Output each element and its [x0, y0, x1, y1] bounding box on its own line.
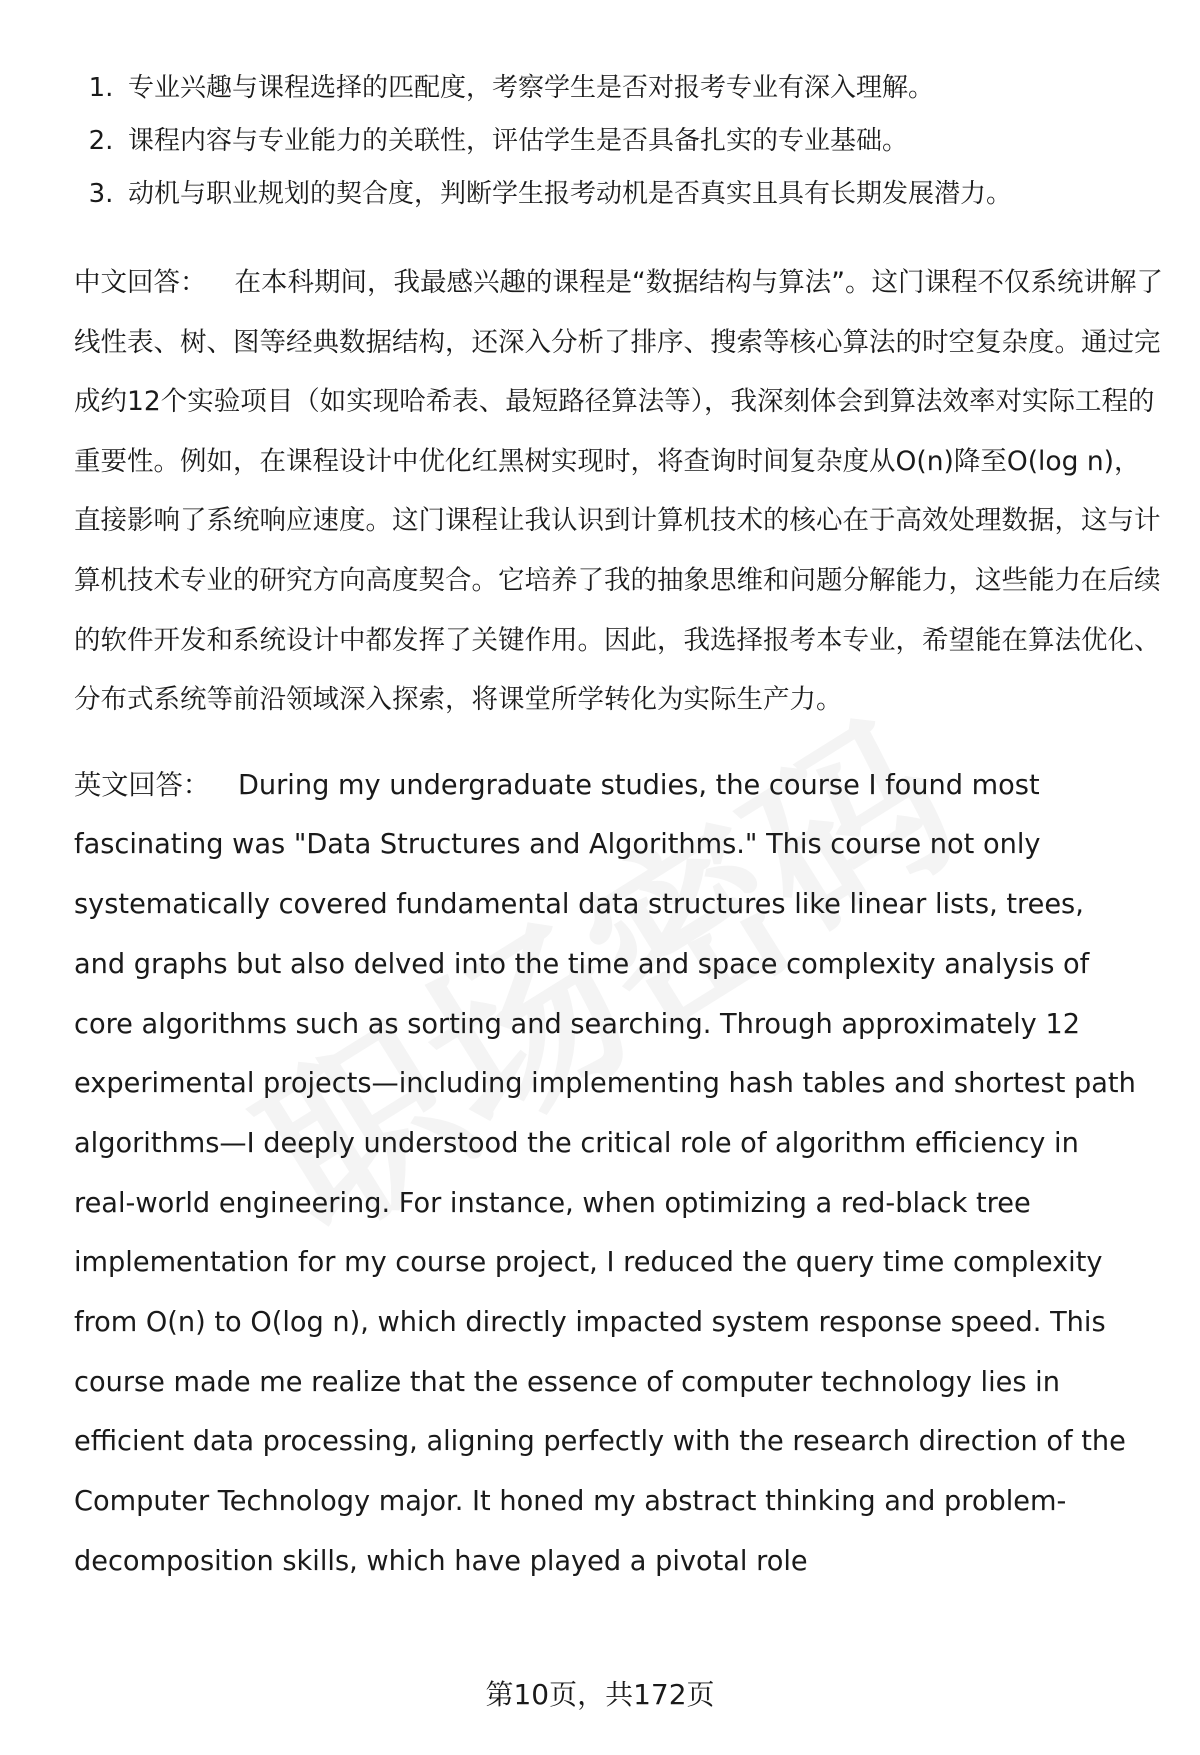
english-answer-text: During my undergraduate studies, the course I found most fascinating was "Data Structures and Algorithms." This course not only systematically covered fundamental data structures like linear lists, trees, and graphs but also delved into the time and space complexity analysis of core algorithms such as sorting and searching. Through approximately 12 experimental projects—including implementing hash tables and shortest path algorithms—I deeply understood the critical role of algorithm efficiency in real-world engineering. For instance, when optimizing a red-black tree implementation for my course project, I reduced the query time complexity from O(n) to O(log n), which directly impacted system response speed. This course made me realize that the essence of computer technology lies in efficient data processing, aligning perfectly with the research direction of the Computer Technology major. It honed my abstract thinking and problem-decomposition skills, which have played a pivotal role [74, 769, 1136, 1577]
evaluation-points-list [74, 62, 1164, 221]
list-item [74, 168, 1164, 221]
list-item [74, 115, 1164, 168]
english-answer-label: 英文回答： [74, 769, 210, 801]
page-content [74, 62, 1164, 1592]
list-item-number: 1. [88, 73, 114, 103]
chinese-answer-text: 在本科期间，我最感兴趣的课程是“数据结构与算法”。这门课程不仅系统讲解了线性表、树、图等经典数据结构，还深入分析了排序、搜索等核心算法的时空复杂度。通过完成约12个实验项目（如实现哈希表、最短路径算法等），我深刻体会到算法效率对实际工程的重要性。例如，在课程设计中优化红黑树实现时，将查询时间复杂度从O(n)降至O(log n)，直接影响了系统响应速度。这门课程让我认识到计算机技术的核心在于高效处理数据，这与计算机技术专业的研究方向高度契合。它培养了我的抽象思维和问题分解能力，这些能力在后续的软件开发和系统设计中都发挥了关键作用。因此，我选择报考本专业，希望能在算法优化、分布式系统等前沿领域深入探索，将课堂所学转化为实际生产力。 [74, 267, 1163, 716]
list-item [74, 62, 1164, 115]
list-item-text: 专业兴趣与课程选择的匹配度，考察学生是否对报考专业有深入理解。 [128, 73, 935, 103]
chinese-answer [74, 253, 1164, 730]
list-item-text: 动机与职业规划的契合度，判断学生报考动机是否真实且具有长期发展潜力。 [128, 179, 1013, 209]
list-item-number: 2. [88, 126, 114, 156]
chinese-answer-label: 中文回答： [74, 267, 207, 298]
page-footer [0, 1675, 1200, 1715]
page-number-label: 第10页，共172页 [485, 1678, 715, 1711]
list-item-text: 课程内容与专业能力的关联性，评估学生是否具备扎实的专业基础。 [128, 126, 909, 156]
english-answer [74, 756, 1164, 1592]
list-item-number: 3. [88, 179, 114, 209]
